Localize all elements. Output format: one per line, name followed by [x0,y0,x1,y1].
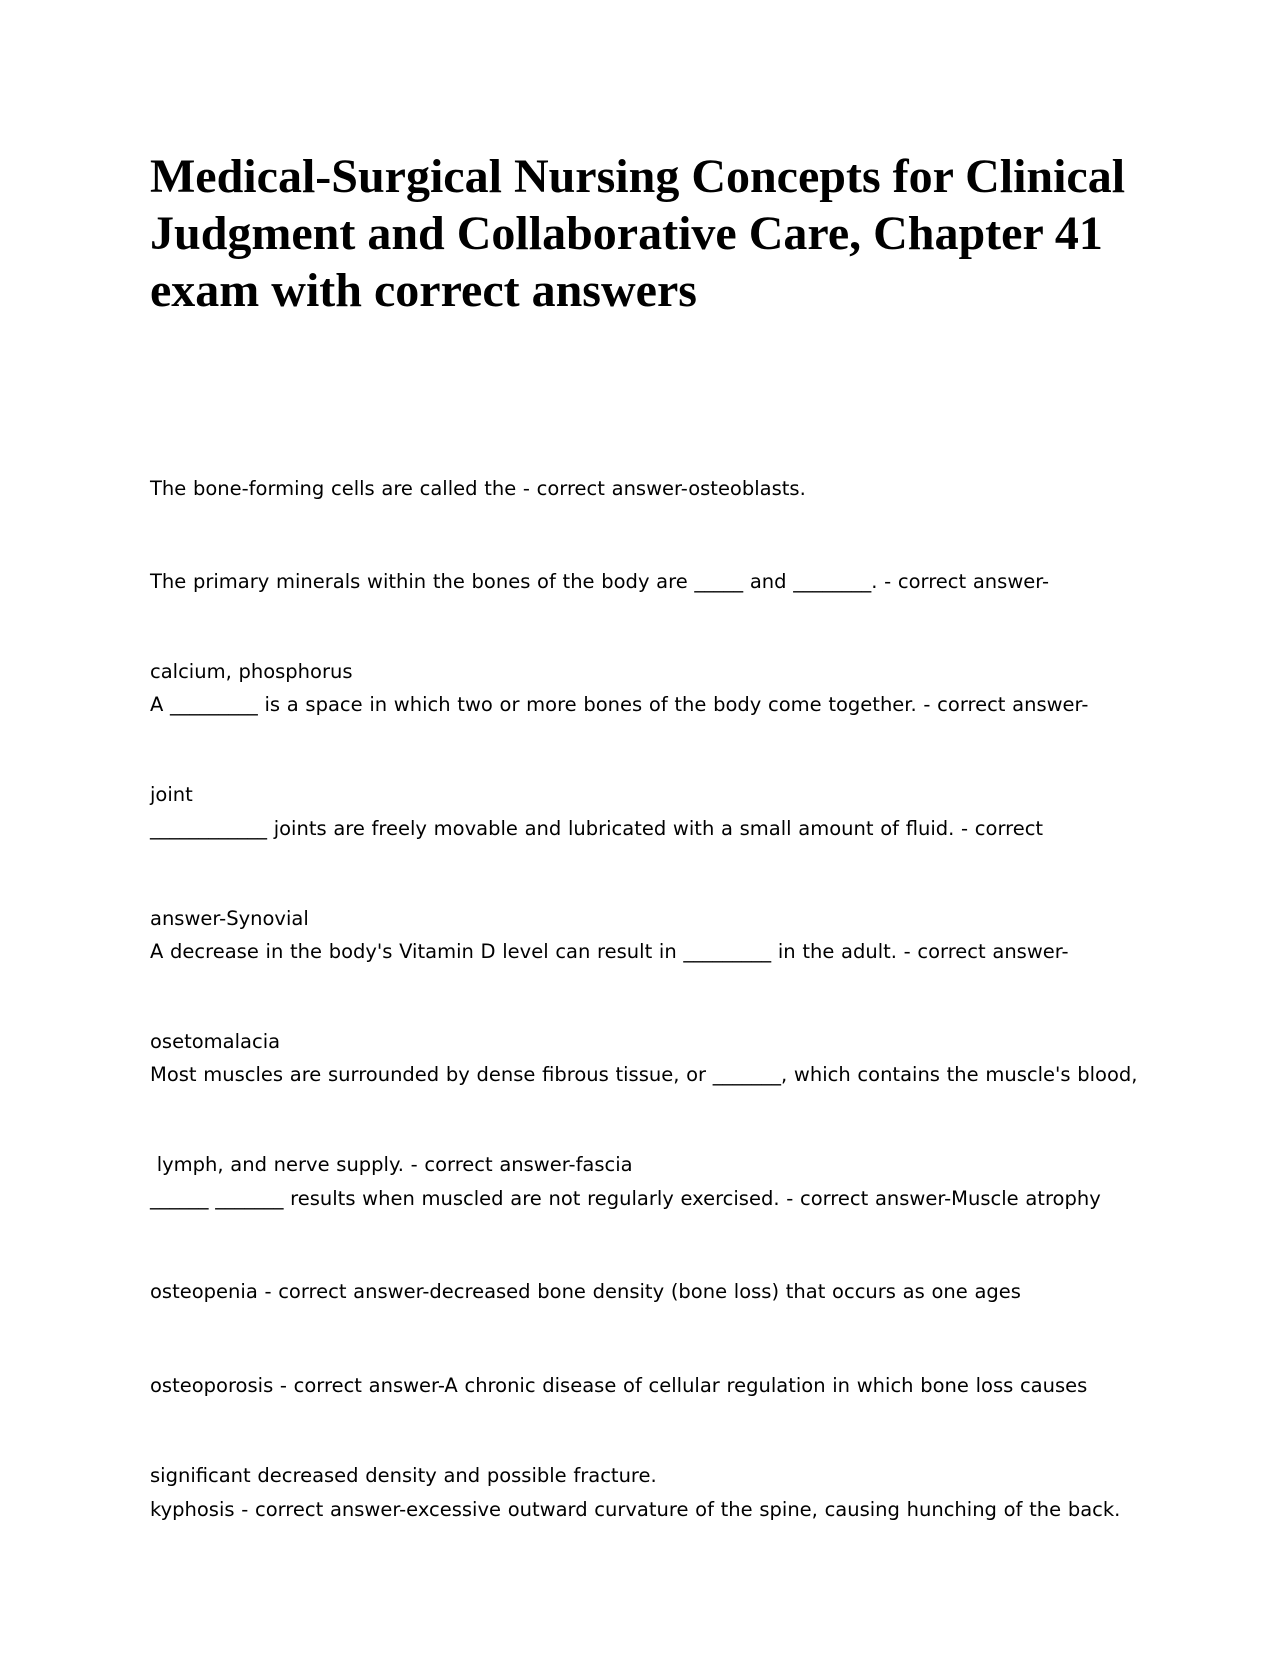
qa-line: A decrease in the body's Vitamin D level can result in _________ in the adult. - correct answer- [150,940,1069,963]
qa-line: lymph, and nerve supply. - correct answer-fascia [150,1153,633,1176]
qa-line: The primary minerals within the bones of the body are _____ and ________. - correct answer- [150,570,1050,593]
qa-line: significant decreased density and possible fracture. [150,1464,657,1487]
qa-line: The bone-forming cells are called the - correct answer-osteoblasts. [150,477,806,500]
qa-line: kyphosis - correct answer-excessive outward curvature of the spine, causing hunching of the back. [150,1498,1121,1521]
qa-line: answer-Synovial [150,907,309,930]
qa-line: ______ _______ results when muscled are not regularly exercised. - correct answer-Muscle atrophy [150,1187,1101,1210]
qa-line: osteoporosis - correct answer-A chronic disease of cellular regulation in which bone loss causes [150,1374,1088,1397]
qa-item [150,1435,1140,1585]
document-title: Medical-Surgical Nursing Concepts for Clinical Judgment and Collaborative Care, Chapter 41 exam with correct answers [150,150,1126,317]
qa-line: Most muscles are surrounded by dense fibrous tissue, or _______, which contains the muscle's blood, [150,1063,1138,1086]
qa-line: ____________ joints are freely movable and lubricated with a small amount of fluid. - correct [150,817,1044,840]
qa-line: calcium, phosphorus [150,660,353,683]
qa-line: osetomalacia [150,1030,281,1053]
qa-line: joint [150,783,193,806]
qa-line: A _________ is a space in which two or more bones of the body come together. - correct answer- [150,693,1089,716]
qa-line: osteopenia - correct answer-decreased bone density (bone loss) that occurs as one ages [150,1280,1021,1303]
